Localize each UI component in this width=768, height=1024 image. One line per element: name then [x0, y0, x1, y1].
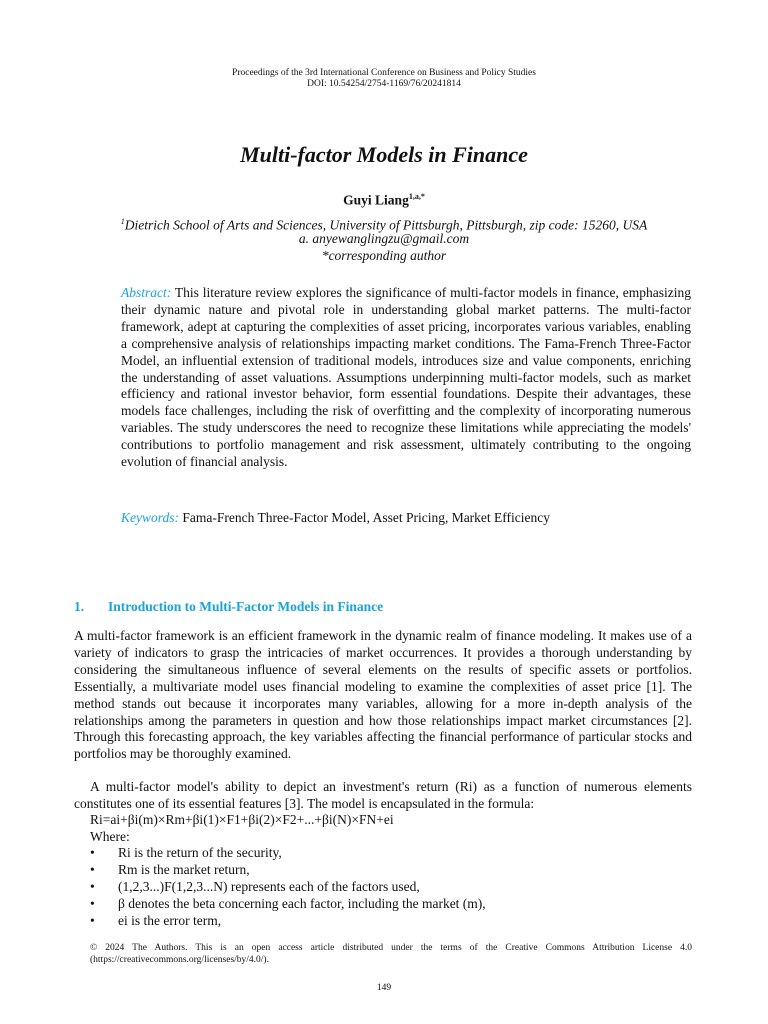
- abstract-label: Abstract:: [121, 285, 172, 300]
- formula: Ri=ai+βi(m)×Rm+βi(1)×F1+βi(2)×F2+...+βi(N)×FN+ei: [90, 812, 394, 827]
- keywords-text: Fama-French Three-Factor Model, Asset Pricing, Market Efficiency: [182, 510, 551, 525]
- keywords: [121, 509, 691, 526]
- author-line: [0, 188, 768, 210]
- abstract: [121, 285, 691, 471]
- bullet-icon: •: [90, 861, 95, 877]
- author-name: Guyi Liang: [343, 192, 409, 208]
- list-item-text: ei is the error term,: [118, 912, 222, 928]
- page-number: 149: [376, 983, 392, 993]
- bullet-icon: •: [90, 912, 95, 928]
- bullet-icon: •: [90, 895, 95, 911]
- list-item-text: Rm is the market return,: [118, 861, 250, 877]
- list-item: [90, 845, 486, 862]
- affiliation-institution: Dietrich School of Arts and Sciences, University of Pittsburgh, Pittsburgh, zip code: 15260, USA: [124, 217, 648, 233]
- list-item: [90, 896, 486, 913]
- section-number: 1.: [74, 599, 85, 614]
- paper-title: Multi-factor Models in Finance: [240, 142, 528, 167]
- body-paragraph-2: A multi-factor model's ability to depict an investment's return (Ri) as a function of numerous elements constitutes one of its essential features [3]. The model is encapsulated in the formula:: [74, 779, 692, 811]
- doi-header: DOI: 10.54254/2754-1169/76/20241814: [307, 79, 461, 89]
- definitions-list: [90, 845, 486, 930]
- list-item-text: Ri is the return of the security,: [118, 845, 282, 860]
- abstract-text: This literature review explores the significance of multi-factor models in finance, emphasizing their dynamic nature and pivotal role in understanding global market patterns. The multi-factor framework, adept at capturing the complexities of asset pricing, incorporates various variables, enabling a comprehensive analysis of relationships impacting market conditions. The Fama-French Three-Factor Model, an influential extension of traditional models, introduces size and value components, enriching the understanding of asset valuations. Assumptions underpinning multi-factor models, such as market efficiency and rational investor behavior, form essential foundations. Despite their advantages, these models face challenges, including the risk of overfitting and the complexity of incorporating numerous variables. The study underscores the need to recognize these limitations while appreciating the models' contributions to portfolio management and risk assessment, ultimately contributing to the ongoing evolution of financial analysis.: [121, 285, 691, 470]
- bullet-icon: •: [90, 845, 95, 860]
- section-title: Introduction to Multi-Factor Models in Finance: [108, 599, 384, 614]
- list-item: [90, 879, 486, 896]
- affiliation-superscript: 1: [120, 217, 125, 226]
- where-label: Where:: [90, 829, 130, 844]
- section-heading: [74, 598, 383, 615]
- body-paragraph-1: A multi-factor framework is an efficient framework in the dynamic realm of finance modeling. It makes use of a variety of indicators to grasp the intricacies of market occurrences. It provides a thorough understanding by considering the simultaneous influence of several elements on the results of specific assets or portfolios. Essentially, a multivariate model uses financial modeling to examine the complexities of asset price [1]. The method stands out because it incorporates many variables, allowing for a more in-depth analysis of the relationships among the parameters in question and how those relationships impact market circumstances [2]. Through this forecasting approach, the key variables affecting the financial performance of particular stocks and portfolios may be thoroughly examined.: [74, 628, 692, 762]
- corresponding-note: *corresponding author: [321, 248, 447, 263]
- bullet-icon: •: [90, 878, 95, 894]
- license-notice: © 2024 The Authors. This is an open access article distributed under the terms of the Creative Commons Attribution License 4.0 (https://creativecommons.org/licenses/by/4.0/).: [90, 943, 692, 965]
- author-superscript: 1,a,*: [408, 192, 425, 201]
- list-item: [90, 913, 486, 930]
- list-item-text: (1,2,3...)F(1,2,3...N) represents each of the factors used,: [118, 878, 420, 894]
- proceedings-header: Proceedings of the 3rd International Conference on Business and Policy Studies: [232, 68, 536, 78]
- list-item: [90, 862, 486, 879]
- author-email: a. anyewanglingzu@gmail.com: [298, 231, 470, 246]
- keywords-label: Keywords:: [121, 510, 179, 525]
- list-item-text: β denotes the beta concerning each factor, including the market (m),: [118, 895, 486, 911]
